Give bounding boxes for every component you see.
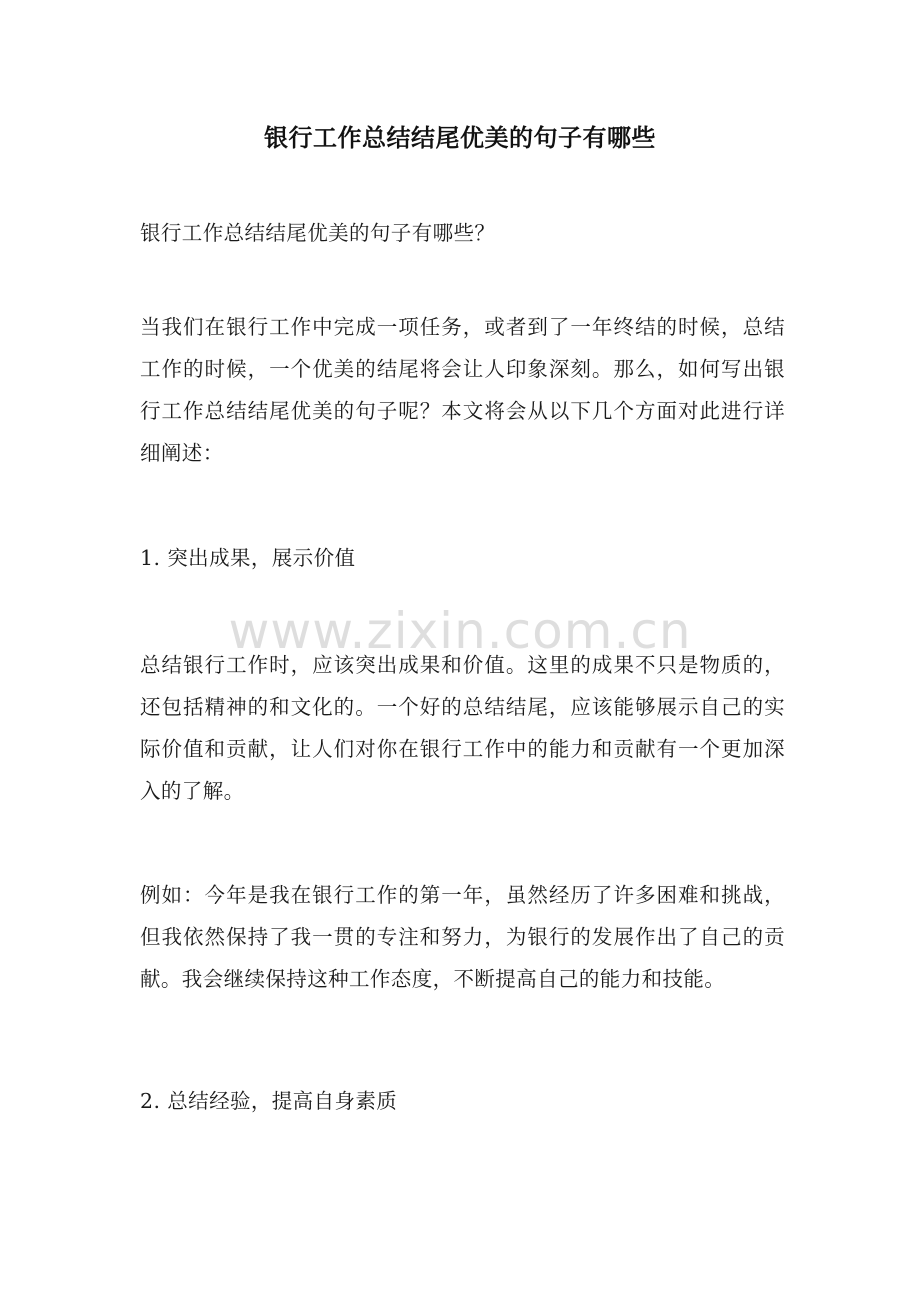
document-subtitle: 银行工作总结结尾优美的句子有哪些？ xyxy=(140,221,496,245)
section-2-heading: 2. 总结经验，提高自身素质 xyxy=(140,1089,398,1113)
section-1-body: 总结银行工作时，应该突出成果和价值。这里的成果不只是物质的，还包括精神的和文化的。一个好的总结结尾，应该能够展示自己的实际价值和贡献，让人们对你在银行工作中的能力和贡献有一个更加深入的了解。 xyxy=(140,653,785,803)
document-title: 银行工作总结结尾优美的句子有哪些 xyxy=(264,123,656,152)
intro-paragraph: 当我们在银行工作中完成一项任务，或者到了一年终结的时候，总结工作的时候，一个优美的结尾将会让人印象深刻。那么，如何写出银行工作总结结尾优美的句子呢？本文将会从以下几个方面对此进行详细阐述： xyxy=(140,315,785,465)
section-1-example: 例如：今年是我在银行工作的第一年，虽然经历了许多困难和挑战，但我依然保持了我一贯的专注和努力，为银行的发展作出了自己的贡献。我会继续保持这种工作态度，不断提高自己的能力和技能。 xyxy=(140,883,785,991)
watermark-text: www.zixin.com.cn xyxy=(228,602,692,660)
section-1-heading: 1. 突出成果，展示价值 xyxy=(140,546,356,570)
